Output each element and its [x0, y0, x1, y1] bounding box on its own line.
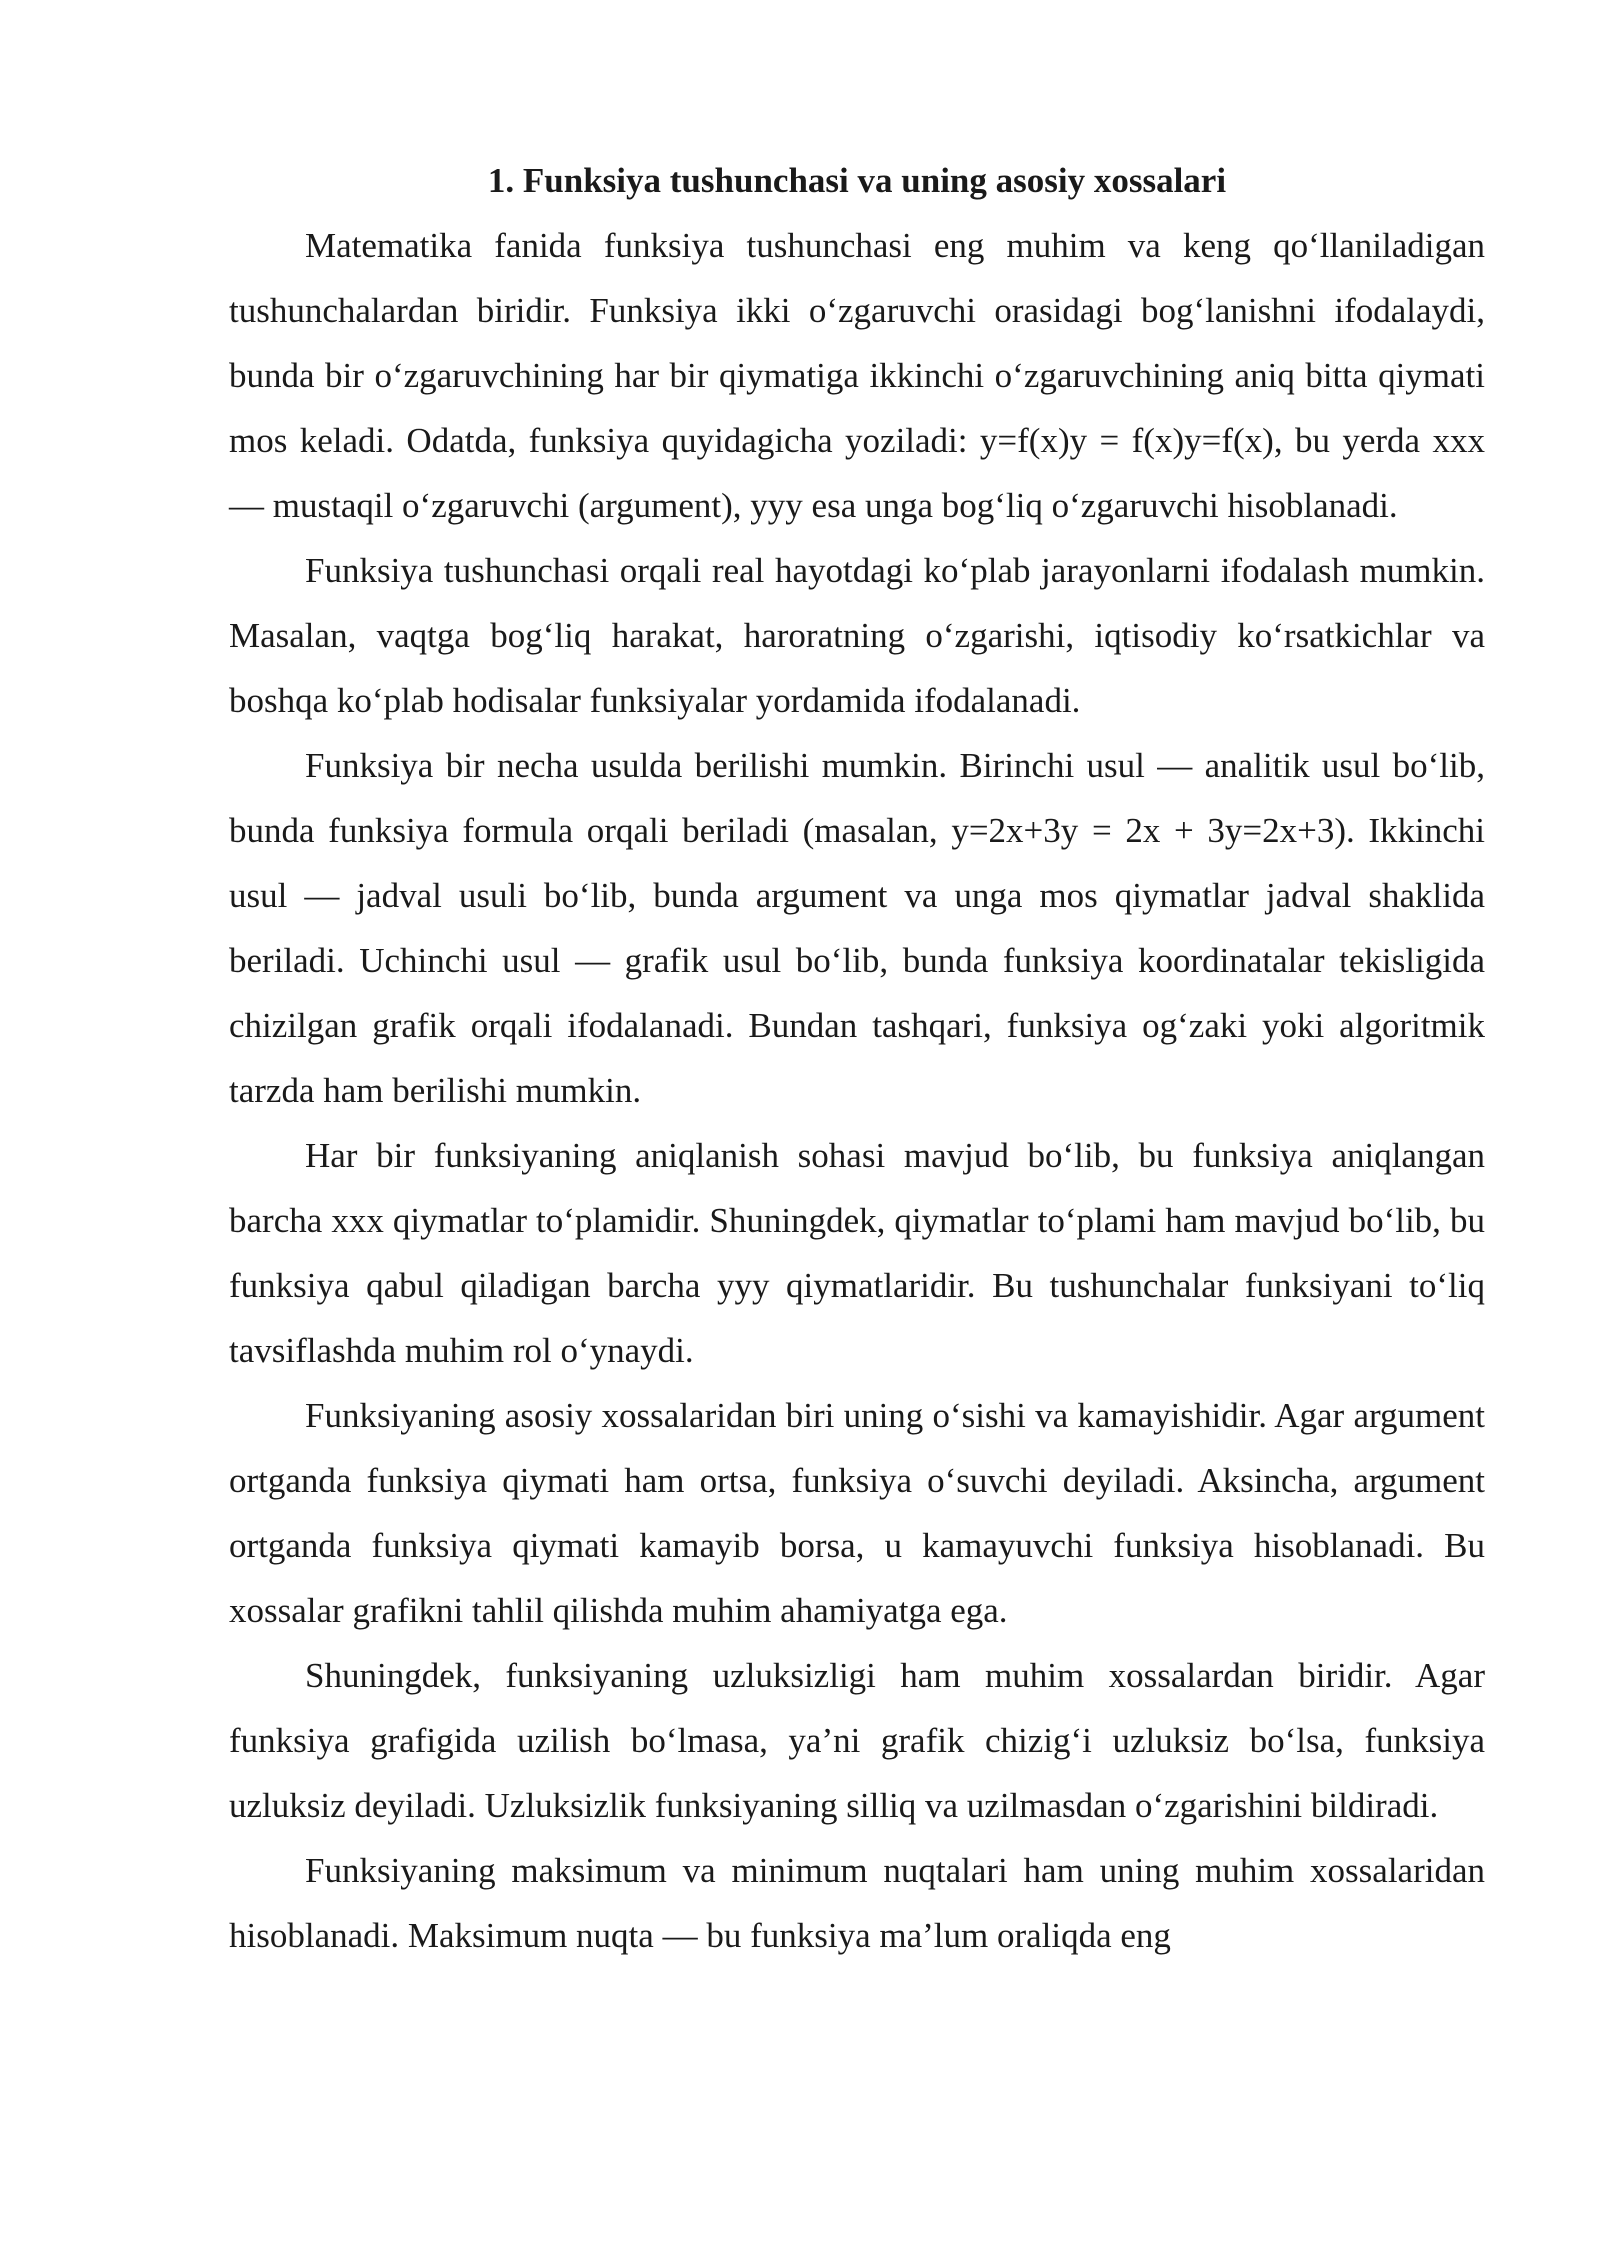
document-body — [229, 148, 1485, 1968]
paragraph-definition: Matematika fanida funksiya tushunchasi eng muhim va keng qo‘llaniladigan tushunchalardan biridir. Funksiya ikki o‘zgaruvchi orasidagi bog‘lanishni ifodalaydi, bunda bir o‘zgaruvchining har bir qiymatiga ikkinchi o‘zgaruvchining aniq bitta qiymati mos keladi. Odatda, funksiya quyidagicha yoziladi: y=f(x)y = f(x)y=f(x), bu yerda xxx — mustaqil o‘zgaruvchi (argument), yyy esa unga bog‘liq o‘zgaruvchi hisoblanadi. — [229, 226, 1485, 525]
paragraph-methods: Funksiya bir necha usulda berilishi mumkin. Birinchi usul — analitik usul bo‘lib, bunda funksiya formula orqali beriladi (masalan, y=2x+3y = 2x + 3y=2x+3). Ikkinchi usul — jadval usuli bo‘lib, bunda argument va unga mos qiymatlar jadval shaklida beriladi. Uchinchi usul — grafik usul bo‘lib, bunda funksiya koordinatalar tekisligida chizilgan grafik orqali ifodalanadi. Bundan tashqari, funksiya og‘zaki yoki algoritmik tarzda ham berilishi mumkin. — [229, 746, 1485, 1110]
paragraph-extrema: Funksiyaning maksimum va minimum nuqtalari ham uning muhim xossalaridan hisoblanadi. Maksimum nuqta — bu funksiya ma’lum oraliqda eng — [229, 1851, 1485, 1955]
section-title: 1. Funksiya tushunchasi va uning asosiy xossalari — [487, 161, 1227, 200]
paragraph-real-life: Funksiya tushunchasi orqali real hayotdagi ko‘plab jarayonlarni ifodalash mumkin. Masalan, vaqtga bog‘liq harakat, haroratning o‘zgarishi, iqtisodiy ko‘rsatkichlar va boshqa ko‘plab hodisalar funksiyalar yordamida ifodalanadi. — [229, 551, 1485, 720]
paragraph-continuity: Shuningdek, funksiyaning uzluksizligi ham muhim xossalardan biridir. Agar funksiya grafigida uzilish bo‘lmasa, ya’ni grafik chizig‘i uzluksiz bo‘lsa, funksiya uzluksiz deyiladi. Uzluksizlik funksiyaning silliq va uzilmasdan o‘zgarishini bildiradi. — [229, 1656, 1485, 1825]
paragraph-domain-range: Har bir funksiyaning aniqlanish sohasi mavjud bo‘lib, bu funksiya aniqlangan barcha xxx qiymatlar to‘plamidir. Shuningdek, qiymatlar to‘plami ham mavjud bo‘lib, bu funksiya qabul qiladigan barcha yyy qiymatlaridir. Bu tushunchalar funksiyani to‘liq tavsiflashda muhim rol o‘ynaydi. — [229, 1136, 1485, 1370]
paragraph-monotonicity: Funksiyaning asosiy xossalaridan biri uning o‘sishi va kamayishidir. Agar argument ortganda funksiya qiymati ham ortsa, funksiya o‘suvchi deyiladi. Aksincha, argument ortganda funksiya qiymati kamayib borsa, u kamayuvchi funksiya hisoblanadi. Bu xossalar grafikni tahlil qilishda muhim ahamiyatga ega. — [229, 1396, 1485, 1630]
